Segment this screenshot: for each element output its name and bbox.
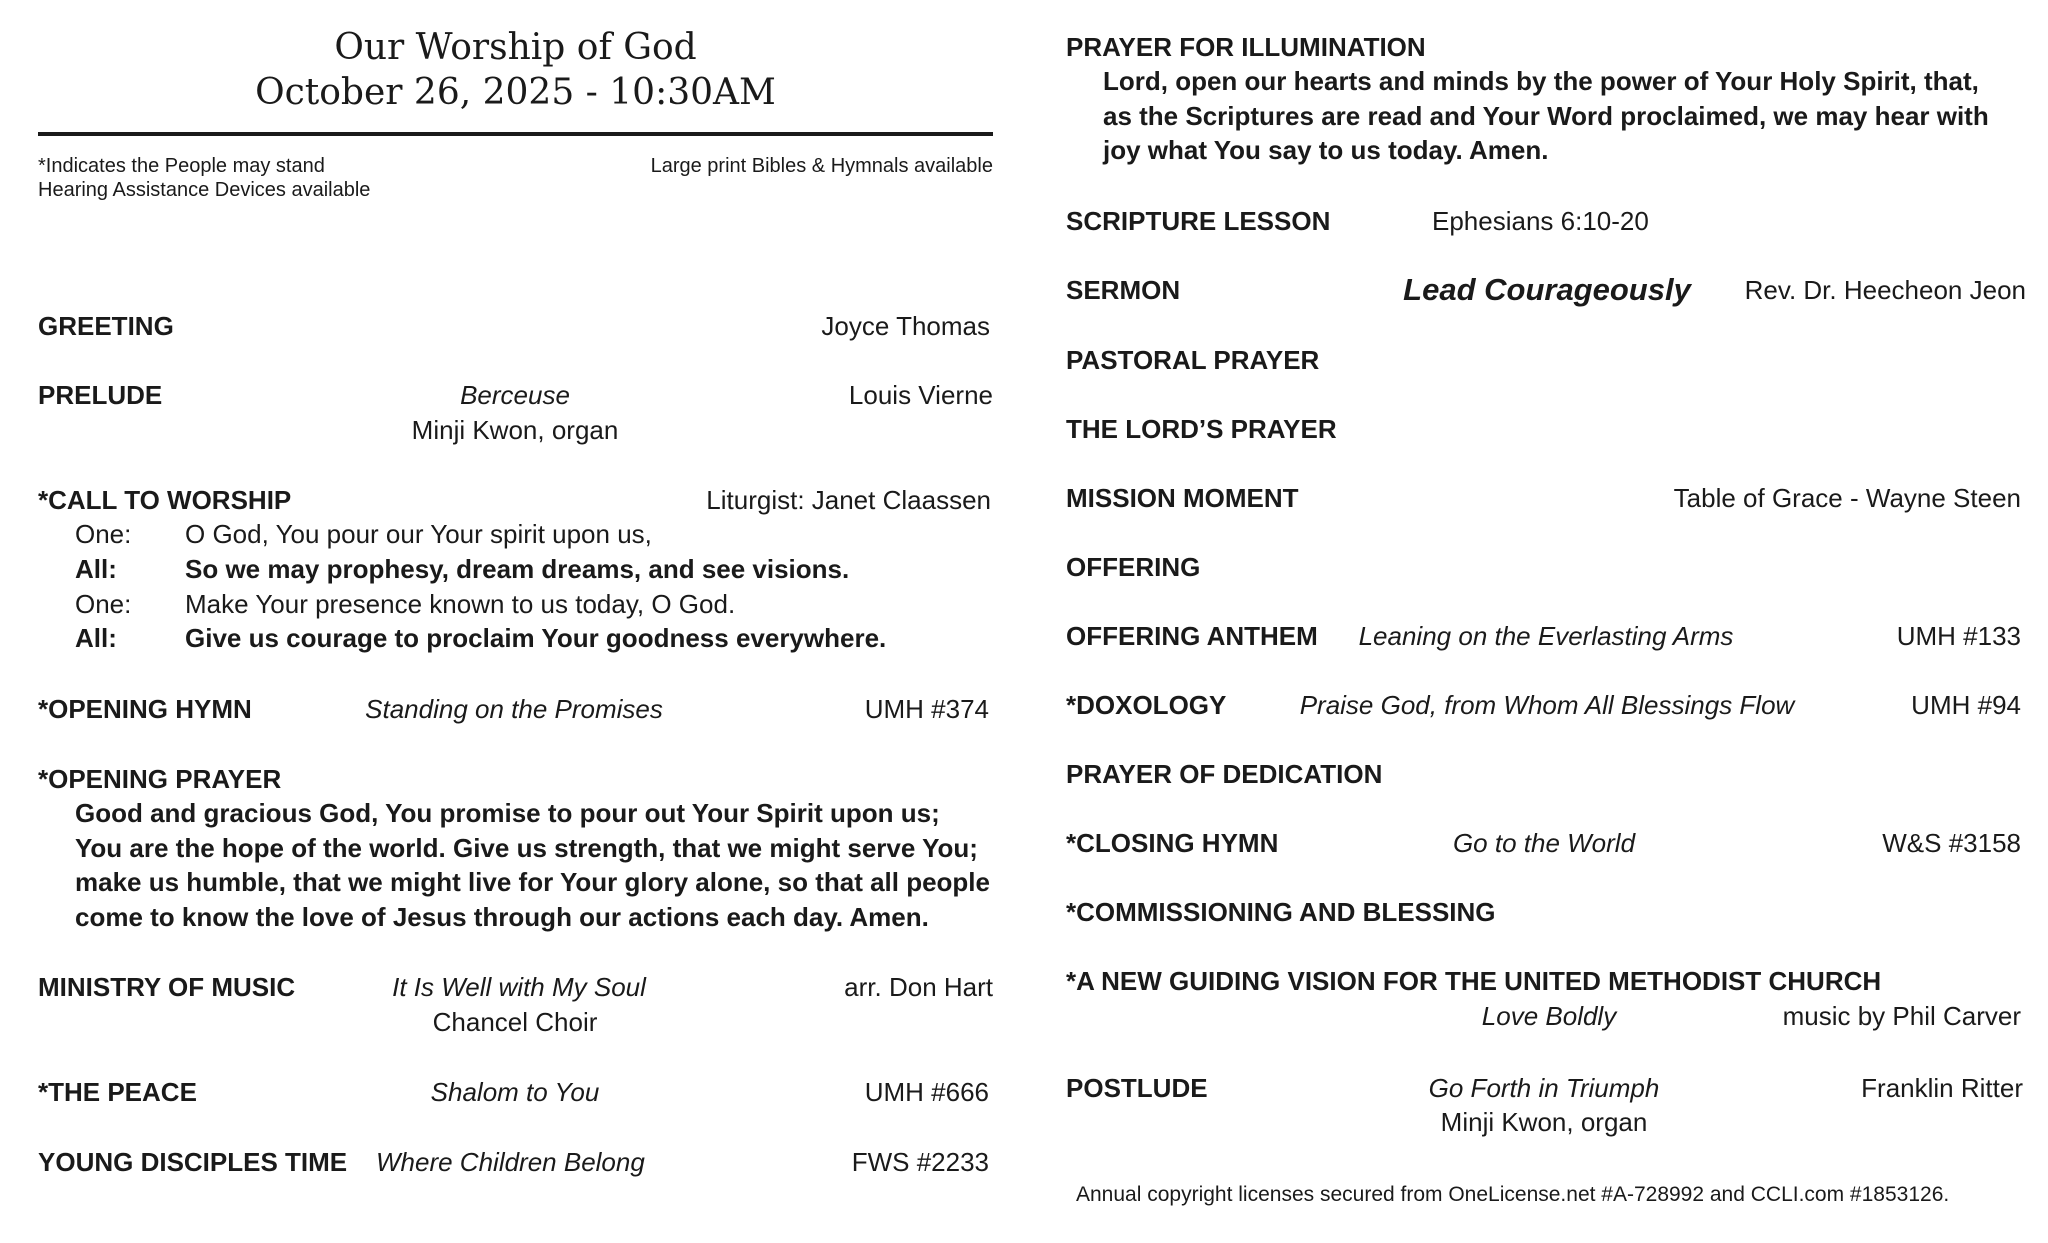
commissioning-row [1066, 895, 2026, 929]
commissioning-label: *COMMISSIONING AND BLESSING [1066, 897, 1496, 927]
young-disciples-row [38, 1145, 993, 1179]
sermon-row [1066, 273, 2026, 307]
prelude-title: Berceuse [460, 380, 570, 410]
response-speaker: All: [75, 554, 117, 584]
postlude-performer: Minji Kwon, organ [1440, 1107, 1648, 1137]
prelude-label: PRELUDE [38, 380, 163, 410]
prayer-line: come to know the love of Jesus through our actions each day. Amen. [75, 901, 929, 932]
response-line [38, 552, 993, 586]
scripture-lesson-label: SCRIPTURE LESSON [1066, 206, 1331, 236]
the-peace-number: UMH #666 [864, 1077, 989, 1107]
response-line [38, 587, 993, 621]
postlude-performer-row [1066, 1105, 2026, 1139]
ministry-of-music-title: It Is Well with My Soul [392, 972, 646, 1002]
doxology-label: *DOXOLOGY [1066, 690, 1227, 720]
guiding-vision-label: *A NEW GUIDING VISION FOR THE UNITED METHODIST CHURCH [1066, 966, 1882, 996]
the-peace-row [38, 1075, 993, 1109]
prayer-of-dedication-row [1066, 757, 2026, 791]
mission-moment-row [1066, 481, 2026, 515]
greeting-row [38, 309, 993, 343]
response-speaker: All: [75, 623, 117, 653]
postlude-composer: Franklin Ritter [1861, 1073, 2023, 1103]
postlude-title: Go Forth in Triumph [1428, 1073, 1660, 1103]
sermon-label: SERMON [1066, 275, 1181, 305]
prayer-line: Lord, open our hearts and minds by the power of Your Holy Spirit, that, [1103, 66, 1979, 96]
prelude-row [38, 378, 993, 412]
response-line [38, 621, 993, 655]
ministry-of-music-performer-row [38, 1005, 993, 1039]
prayer-for-illumination-label: PRAYER FOR ILLUMINATION [1066, 32, 1426, 62]
young-disciples-label: YOUNG DISCIPLES TIME [38, 1147, 348, 1177]
note-large-print: Large print Bibles & Hymnals available [650, 155, 993, 177]
closing-hymn-row [1066, 826, 2026, 860]
prayer-line: make us humble, that we might live for Your glory alone, so that all people [75, 867, 990, 897]
postlude-row [1066, 1071, 2026, 1105]
offering-anthem-title: Leaning on the Everlasting Arms [1358, 621, 1734, 651]
pastoral-prayer-label: PASTORAL PRAYER [1066, 345, 1320, 375]
sermon-title: Lead Courageously [1403, 272, 1691, 307]
opening-hymn-title: Standing on the Promises [365, 694, 663, 724]
greeting-person: Joyce Thomas [821, 311, 990, 341]
doxology-row [1066, 688, 2026, 722]
ministry-of-music-row [38, 970, 993, 1004]
opening-prayer-text [75, 796, 990, 934]
call-to-worship-label: *CALL TO WORSHIP [38, 485, 292, 515]
offering-anthem-number: UMH #133 [1896, 621, 2021, 651]
prayer-line: as the Scriptures are read and Your Word proclaimed, we may hear with [1103, 100, 1989, 131]
ministry-of-music-performer: Chancel Choir [432, 1007, 598, 1037]
header-rule [38, 132, 993, 136]
opening-prayer-row [38, 762, 993, 796]
doxology-number: UMH #94 [1911, 690, 2021, 720]
the-peace-label: *THE PEACE [38, 1077, 197, 1107]
guiding-vision-detail-row [1066, 999, 2026, 1033]
service-date: October 26, 2025 - 10:30AM [255, 72, 776, 113]
opening-hymn-number: UMH #374 [864, 694, 989, 724]
mission-moment-detail: Table of Grace - Wayne Steen [1673, 483, 2021, 513]
note-hearing: Hearing Assistance Devices available [38, 179, 371, 201]
response-text: Make Your presence known to us today, O God. [185, 589, 736, 619]
prayer-for-illumination-row [1066, 30, 2026, 64]
opening-prayer-label: *OPENING PRAYER [38, 764, 282, 794]
prayer-for-illumination-text [1103, 64, 1989, 168]
opening-hymn-row [38, 692, 993, 726]
prelude-performer: Minji Kwon, organ [411, 415, 619, 445]
call-to-worship-row [38, 483, 993, 517]
offering-row [1066, 550, 2026, 584]
young-disciples-title: Where Children Belong [376, 1147, 645, 1177]
ministry-of-music-arranger: arr. Don Hart [844, 972, 993, 1002]
doxology-title: Praise God, from Whom All Blessings Flow [1299, 690, 1795, 720]
offering-anthem-label: OFFERING ANTHEM [1066, 621, 1318, 651]
mission-moment-label: MISSION MOMENT [1066, 483, 1299, 513]
offering-anthem-row [1066, 619, 2026, 653]
postlude-label: POSTLUDE [1066, 1073, 1208, 1103]
prayer-line: joy what You say to us today. Amen. [1103, 135, 1549, 165]
guiding-vision-row [1066, 964, 2026, 998]
young-disciples-number: FWS #2233 [851, 1147, 989, 1177]
prayer-of-dedication-label: PRAYER OF DEDICATION [1066, 759, 1383, 789]
prelude-composer: Louis Vierne [848, 380, 993, 410]
closing-hymn-number: W&S #3158 [1882, 828, 2021, 858]
scripture-lesson-row [1066, 204, 2026, 238]
closing-hymn-label: *CLOSING HYMN [1066, 828, 1279, 858]
response-text: Give us courage to proclaim Your goodness everywhere. [185, 623, 887, 653]
note-stand: *Indicates the People may stand [38, 155, 325, 177]
prayer-line: Good and gracious God, You promise to pour out Your Spirit upon us; [75, 798, 940, 828]
greeting-label: GREETING [38, 311, 174, 341]
lords-prayer-label: THE LORD’S PRAYER [1066, 414, 1337, 444]
lords-prayer-row [1066, 412, 2026, 446]
guiding-vision-composer: music by Phil Carver [1782, 1001, 2021, 1031]
bulletin-title: Our Worship of God [334, 27, 697, 68]
liturgist: Liturgist: Janet Claassen [706, 485, 991, 515]
opening-hymn-label: *OPENING HYMN [38, 694, 252, 724]
pastoral-prayer-row [1066, 343, 2026, 377]
prayer-line: You are the hope of the world. Give us strength, that we might serve You; [75, 832, 978, 863]
offering-label: OFFERING [1066, 552, 1201, 582]
response-text: O God, You pour our Your spirit upon us, [185, 519, 652, 549]
response-text: So we may prophesy, dream dreams, and see visions. [185, 554, 850, 584]
guiding-vision-title: Love Boldly [1481, 1001, 1617, 1031]
prelude-performer-row [38, 413, 993, 447]
the-peace-title: Shalom to You [430, 1077, 600, 1107]
response-line [38, 517, 993, 551]
sermon-preacher: Rev. Dr. Heecheon Jeon [1744, 275, 2026, 305]
scripture-reference: Ephesians 6:10-20 [1432, 206, 1649, 236]
response-speaker: One: [75, 589, 132, 619]
ministry-of-music-label: MINISTRY OF MUSIC [38, 972, 296, 1002]
closing-hymn-title: Go to the World [1452, 828, 1636, 858]
copyright-notice: Annual copyright licenses secured from OneLicense.net #A-728992 and CCLI.com #1853126. [1076, 1183, 1950, 1206]
response-speaker: One: [75, 519, 132, 549]
